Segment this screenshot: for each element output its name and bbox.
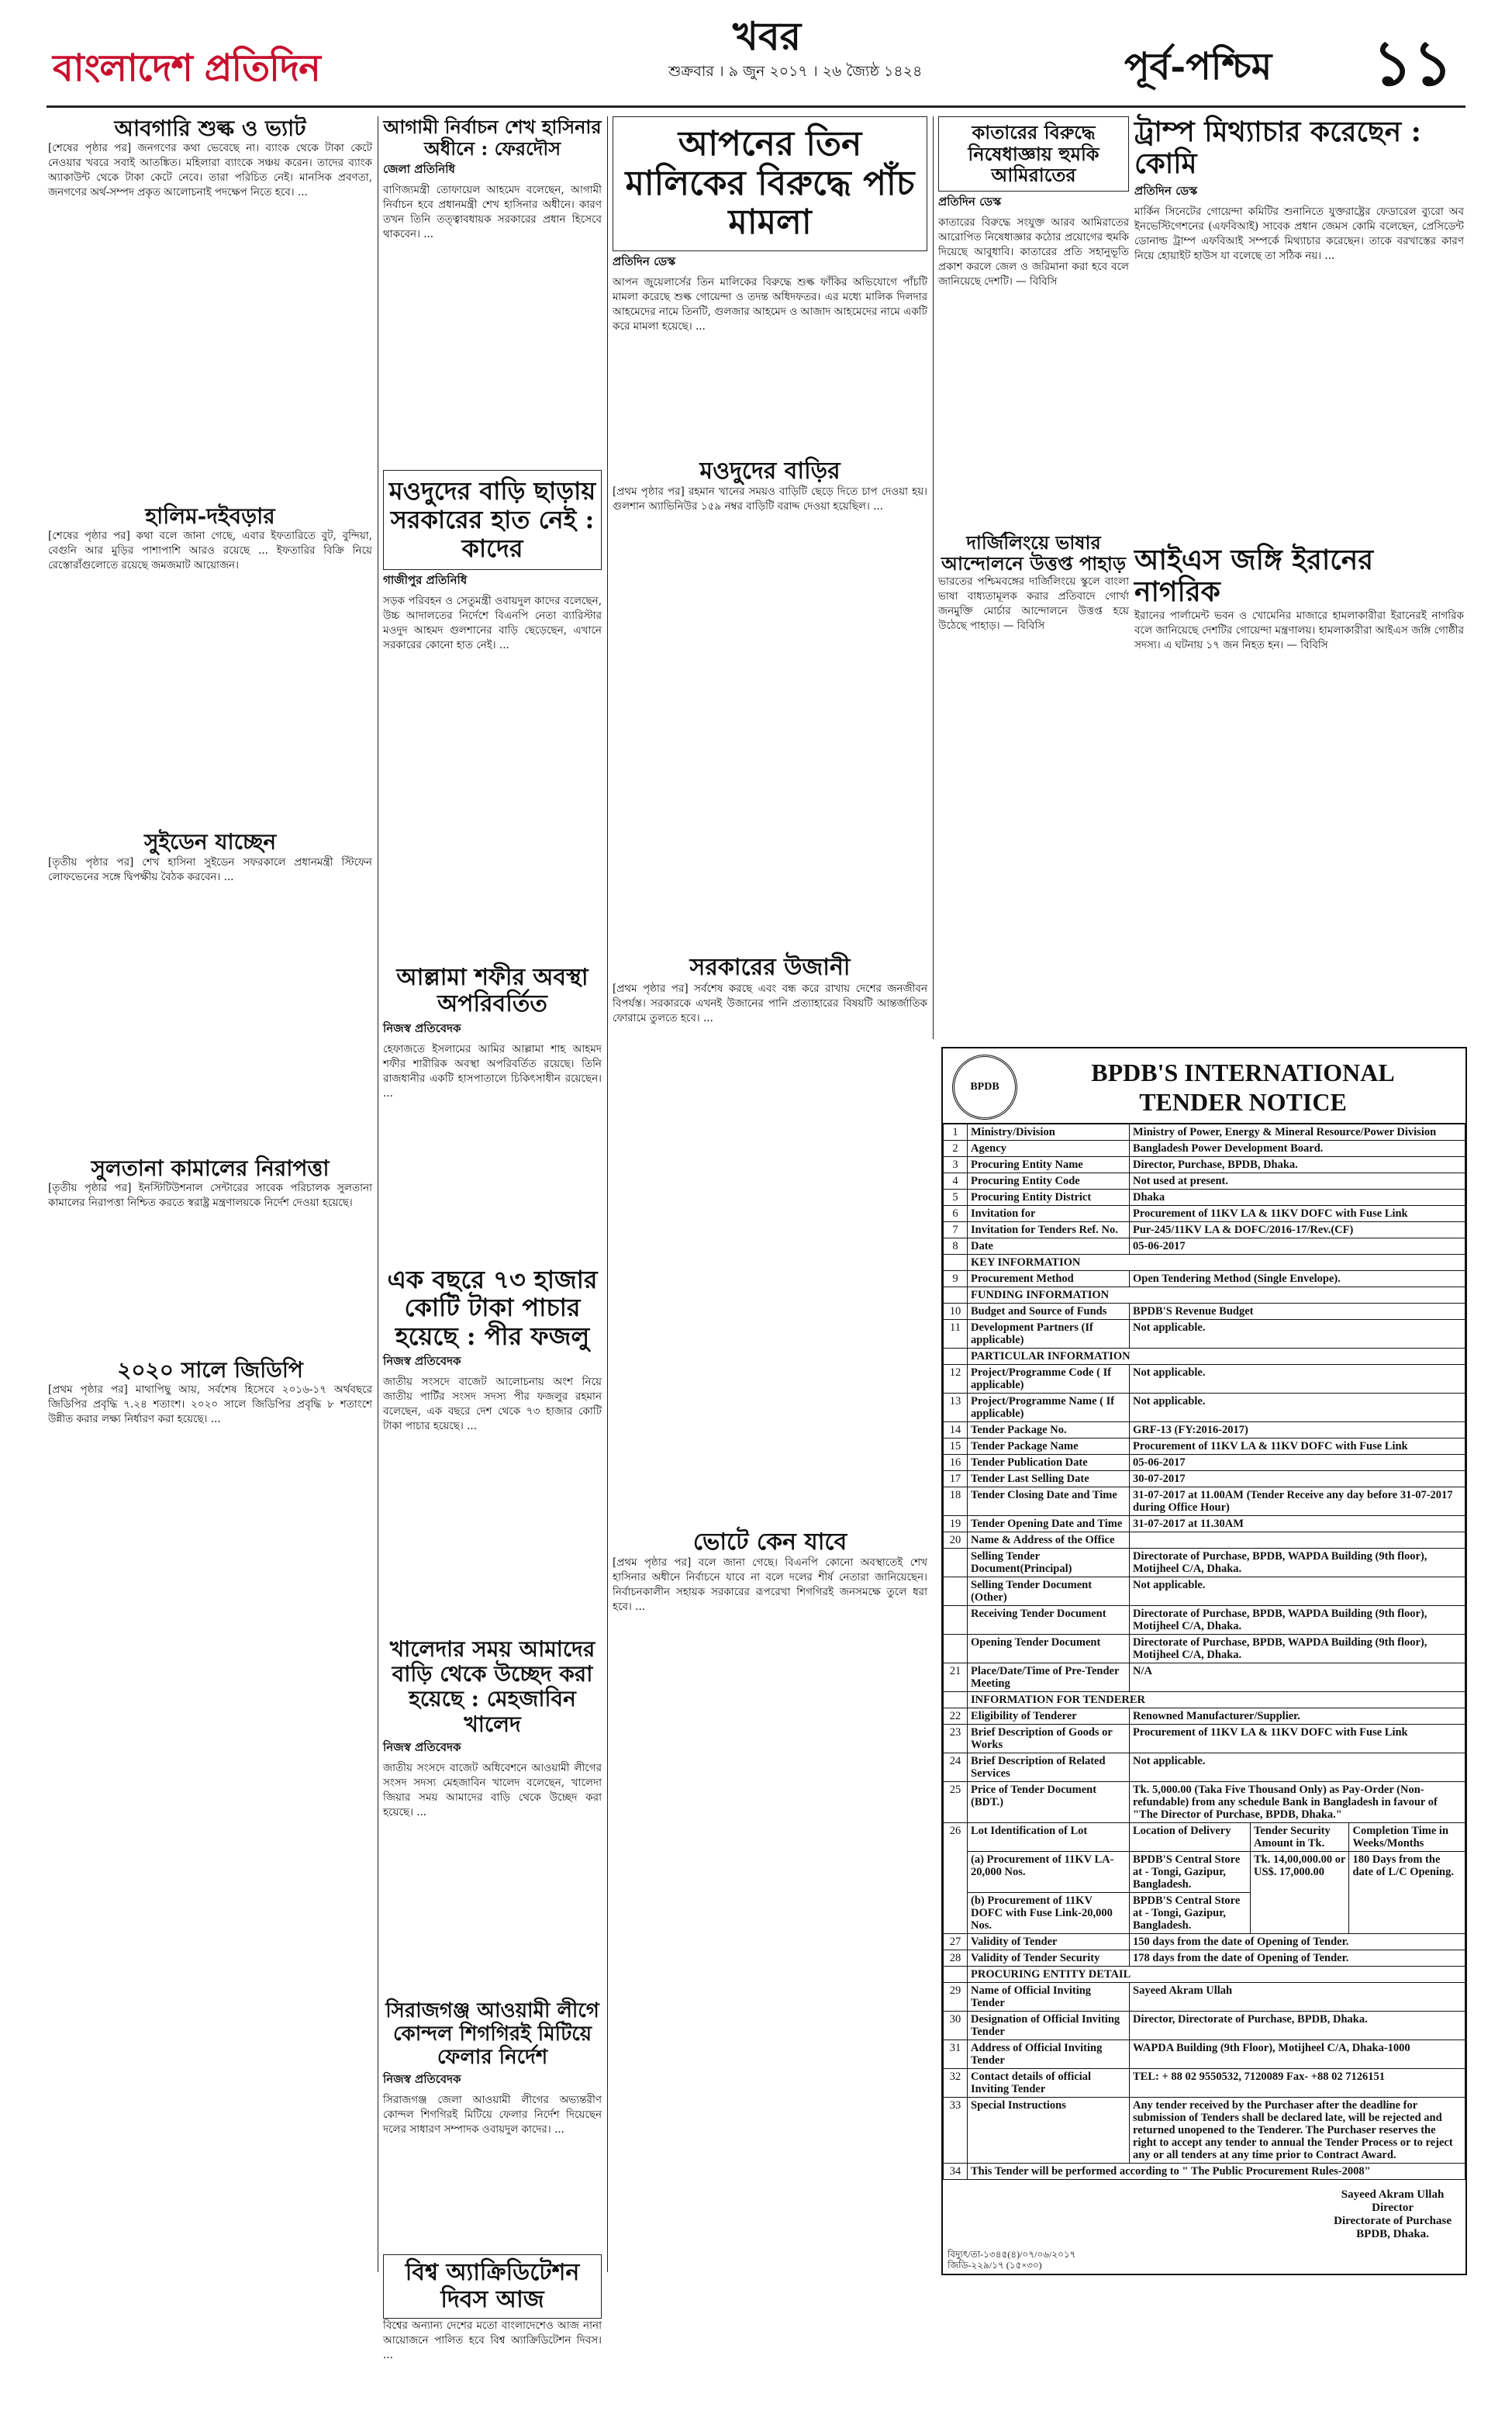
byline: প্রতিদিন ডেস্ক [938,194,1002,209]
tender-row-number [944,1692,968,1708]
article-body: [প্রথম পৃষ্ঠার পর] রহমান খানের সময়ও বাড়িটি ছেড়ে দিতে চাপ দেওয়া হয়। গুলশান অ্যাভিনিউর ১৫৯ নম্বর বাড়িটি বরাদ্দ দেওয়া হয়েছিল। ... [613,485,927,513]
tender-row [944,1157,1465,1173]
tender-row-value: N/A [1130,1663,1465,1692]
tender-row-label: Budget and Source of Funds [968,1304,1130,1320]
tender-row-number: 32 [944,2069,968,2098]
tender-row-label: Tender Opening Date and Time [968,1516,1130,1532]
tender-row-number [944,1577,968,1606]
tender-row [944,2069,1465,2098]
tender-row-label: Name & Address of the Office [968,1532,1130,1549]
tender-row [944,1287,1465,1304]
article-headline[interactable]: আইএস জঙ্গি ইরানের নাগরিক [1134,543,1374,609]
signatory-title: BPDB, Dhaka. [1356,2228,1429,2240]
tender-row-label: Place/Date/Time of Pre-Tender Meeting [968,1663,1130,1692]
tender-row-number: 11 [944,1320,968,1349]
tender-row [944,1365,1465,1394]
tender-row-number [944,1549,968,1577]
article-body: সড়ক পরিবহন ও সেতুমন্ত্রী ওবায়দুল কাদের বলেছেন, উচ্চ আদালতের নির্দেশে বিএনপি নেতা ব্যারিস্টার মওদুদ আহমদ গুলশানের বাড়ি ছেড়েছেন, এখানে সরকারের কোনো হাত নেই। ... [383,594,602,651]
article-body: ইরানের পার্লামেন্ট ভবন ও খোমেনির মাজারে হামলাকারীরা ইরানেরই নাগরিক বলে জানিয়েছে দেশটির গোয়েন্দা মন্ত্রণালয়। হামলাকারীরা আইএস জঙ্গি গোষ্ঠীর সদস্য। এ ঘটনায় ১৭ জন নিহত হন। — বিবিসি [1134,609,1464,651]
tender-row-number: 4 [944,1173,968,1190]
tender-row-value: This Tender will be performed according to " The Public Procurement Rules-2008" [968,2164,1465,2180]
article-body: [শেষের পৃষ্ঠার পর] কথা বলে জানা গেছে, এবার ইফতারিতে বুট, বুন্দিয়া, বেগুনি আর মুড়ির পাশাপাশি আরও রয়েছে ... ইফতারির বিক্রি নিয়ে রেস্তোরাঁগুলোতে রয়েছে জমজমাট আয়োজন। [48,530,372,572]
tender-row [944,1950,1465,1967]
article-headline[interactable]: এক বছরে ৭৩ হাজার কোটি টাকা পাচার হয়েছে : পীর ফজলু [387,1264,598,1352]
tender-row [944,1222,1465,1238]
tender-row [944,1532,1465,1549]
tender-row-label: Validity of Tender [968,1934,1130,1950]
tender-row [944,1708,1465,1725]
tender-row-value: Renowned Manufacturer/Supplier. [1130,1708,1465,1725]
tender-row [944,1124,1465,1141]
tender-row-label: Tender Last Selling Date [968,1471,1130,1487]
tender-row [944,1967,1465,1983]
tender-row-number: 14 [944,1422,968,1439]
tender-row [944,1173,1465,1190]
article-headline[interactable]: আবগারি শুল্ক ও ভ্যাট [114,116,306,141]
tender-row-value: Directorate of Purchase, BPDB, WAPDA Building (9th floor), Motijheel C/A, Dhaka. [1130,1635,1465,1663]
tender-row-value: Procurement of 11KV LA & 11KV DOFC with Fuse Link [1130,1206,1465,1222]
article-body: [তৃতীয় পৃষ্ঠার পর] শেখ হাসিনা সুইডেন সফরকালে প্রধানমন্ত্রী স্টিফেন লোফভেনের সঙ্গে দ্বিপক্ষীয় বৈঠক করবেন। ... [48,855,372,883]
section-label: খবর [733,13,802,59]
tender-row-number [944,1635,968,1663]
tender-table [943,1124,1465,2180]
tender-row-value: 178 days from the date of Opening of Tender. [1130,1950,1465,1967]
tender-row-label: Tender Closing Date and Time [968,1487,1130,1516]
tender-row [944,1692,1465,1708]
tender-row-number: 29 [944,1983,968,2012]
tender-row [944,1577,1465,1606]
tender-row-value: Procurement of 11KV LA & 11KV DOFC with Fuse Link [1130,1439,1465,1455]
tender-row-value: Not applicable. [1130,1394,1465,1422]
tender-row-value: Dhaka [1130,1190,1465,1206]
tender-row [944,1549,1465,1577]
tender-row-value [1130,1532,1465,1549]
lot-header-cell: Completion Time in Weeks/Months [1349,1823,1465,1852]
article-body: ভারতের পশ্চিমবঙ্গের দার্জিলিংয়ে স্কুলে বাংলা ভাষা বাধ্যতামূলক করার প্রতিবাদে গোর্খা জনমুক্তি মোর্চার আন্দোলনে উত্তপ্ত হয়ে উঠেছে পাহাড়। — বিবিসি [938,575,1129,632]
tender-row-label: Invitation for Tenders Ref. No. [968,1222,1130,1238]
tender-row-number: 8 [944,1238,968,1255]
tender-row-value: TEL: + 88 02 9550532, 7120089 Fax- +88 02 7126151 [1130,2069,1465,2098]
tender-row-number [944,1255,968,1271]
tender-section-heading: INFORMATION FOR TENDERER [968,1692,1465,1708]
tender-row-label: Tender Package Name [968,1439,1130,1455]
tender-row-value: Tk. 5,000.00 (Taka Five Thousand Only) as Pay-Order (Non-refundable) from any schedule Bank in Bangladesh in favour of "The Director of Purchase, BPDB, Dhaka." [1130,1782,1465,1823]
tender-section-heading: PROCURING ENTITY DETAIL [968,1967,1465,1983]
tender-row-number: 15 [944,1439,968,1455]
tender-row-value: Director, Directorate of Purchase, BPDB, Dhaka. [1130,2012,1465,2040]
tender-row [944,2164,1465,2180]
article-headline[interactable]: আগামী নির্বাচন শেখ হাসিনার অধীনে : ফেরদৌস [383,116,602,160]
tender-notice-ad [941,1047,1467,2275]
lot-header-cell: Tender Security Amount in Tk. [1251,1823,1349,1852]
tender-row-value: WAPDA Building (9th Floor), Motijheel C/A, Dhaka-1000 [1130,2040,1465,2069]
tender-row-value: Bangladesh Power Development Board. [1130,1141,1465,1157]
tender-row [944,1190,1465,1206]
issue-date: শুক্রবার । ৯ জুন ২০১৭ । ২৬ জ্যৈষ্ঠ ১৪২৪ [668,63,923,80]
byline: গাজীপুর প্রতিনিধি [383,572,468,587]
tender-row [944,1635,1465,1663]
article-body: [প্রথম পৃষ্ঠার পর] বলে জানা গেছে। বিএনপি কোনো অবস্থাতেই শেখ হাসিনার অধীনে নির্বাচনে যাবে না বলে দলের শীর্ষ নেতারা জানিয়েছেন। নির্বাচনকালীন সহায়ক সরকারের রূপরেখা শিগগিরই জনসমক্ষে তুলে ধরা হবে। ... [613,1556,927,1614]
column-1 [48,116,372,2272]
tender-row-label: Tender Publication Date [968,1455,1130,1471]
tender-row [944,1439,1465,1455]
tender-row-label: Procurement Method [968,1271,1130,1287]
article-headline[interactable]: ট্রাম্প মিথ্যাচার করেছেন : কোমি [1134,116,1421,181]
byline: জেলা প্রতিনিধি [383,162,455,177]
tender-row-number: 20 [944,1532,968,1549]
signatory-name: Sayeed Akram Ullah [1341,2188,1445,2201]
tender-row-number: 5 [944,1190,968,1206]
tender-row-value: Pur-245/11KV LA & DOFC/2016-17/Rev.(CF) [1130,1222,1465,1238]
lot-delivery-location: BPDB'S Central Store at - Tongi, Gazipur, Bangladesh. [1130,1893,1251,1934]
tender-row [944,1141,1465,1157]
tender-row-value: Procurement of 11KV LA & 11KV DOFC with Fuse Link [1130,1725,1465,1753]
article-body: [শেষের পৃষ্ঠার পর] জনগণের কথা ভেবেছে না। ব্যাংক থেকে টাকা কেটে নেওয়ার খবরে সবাই আতঙ্কিত। মহিলারা ব্যাংকে সঞ্চয় করেন। তাদের ব্যাংক অ্যাকাউন্ট থেকে টাকা কেটে নেবে। তারা পরিচিত নেই। মানসিক প্রবণতা, জনগণের অর্থ-সম্পদ প্রকৃত আলোচনাই পদক্ষেপ নিতে হবে। ... [48,142,372,199]
tender-row-value: Open Tendering Method (Single Envelope). [1130,1271,1465,1287]
tender-row-value: Directorate of Purchase, BPDB, WAPDA Building (9th floor), Motijheel C/A, Dhaka. [1130,1549,1465,1577]
tender-row-label: Procuring Entity District [968,1190,1130,1206]
tender-row-label: Ministry/Division [968,1124,1130,1141]
tender-row-label: Contact details of official Inviting Tender [968,2069,1130,2098]
tender-row-number [944,1967,968,1983]
lot-header-row [944,1823,1465,1852]
lot-header-cell: Lot Identification of Lot [968,1823,1130,1852]
article-headline[interactable]: ভোটে কেন যাবে [692,1528,847,1556]
byline: নিজস্ব প্রতিবেদক [383,2072,461,2087]
masthead-rule [47,105,1465,108]
tender-row [944,1606,1465,1635]
tender-row-value: BPDB'S Revenue Budget [1130,1304,1465,1320]
tender-row-label: Agency [968,1141,1130,1157]
tender-row-number: 13 [944,1394,968,1422]
lot-delivery-location: BPDB'S Central Store at - Tongi, Gazipur, Bangladesh. [1130,1852,1251,1893]
tender-row [944,1255,1465,1271]
column-3 [613,116,927,2272]
tender-row-label: Brief Description of Goods or Works [968,1725,1130,1753]
page-number: ১১ [1372,26,1453,99]
tender-row-number: 26 [944,1823,968,1934]
tender-row-number: 18 [944,1487,968,1516]
tender-row [944,1934,1465,1950]
tender-row-number: 9 [944,1271,968,1287]
article-headline[interactable]: বিশ্ব অ্যাক্রিডিটেশন দিবস আজ [383,2254,602,2319]
byline: নিজস্ব প্রতিবেদক [383,1739,461,1754]
article-body: বিশ্বের অন্যান্য দেশের মতো বাংলাদেশেও আজ নানা আয়োজনে পালিত হবে বিশ্ব অ্যাক্রিডিটেশন দিবস। ... [383,2319,602,2362]
tender-row [944,1983,1465,2012]
tender-row [944,1455,1465,1471]
tender-row-label: Price of Tender Document (BDT.) [968,1782,1130,1823]
tender-row [944,1782,1465,1823]
tender-row-value: 05-06-2017 [1130,1455,1465,1471]
tender-row [944,2040,1465,2069]
signatory-title: Director [1372,2202,1414,2214]
tender-row-label: Selling Tender Document (Other) [968,1577,1130,1606]
tender-row-number: 27 [944,1934,968,1950]
article-body: [প্রথম পৃষ্ঠার পর] মাথাপিছু আয়, সর্বশেষ হিসেবে ২০১৬-১৭ অর্থবছরে জিডিপির প্রবৃদ্ধি ৭.২৪ শতাংশ। ২০২০ সালে জিডিপির প্রবৃদ্ধি ৮ শতাংশে উন্নীত করার লক্ষ্য নির্ধারণ করা হয়েছে। ... [48,1383,372,1425]
article-body: আপন জুয়েলার্সের তিন মালিকের বিরুদ্ধে শুল্ক ফাঁকির অভিযোগে পাঁচটি মামলা করেছে শুল্ক গোয়েন্দা ও তদন্ত অধিদফতর। এর মধ্যে মালিক দিলদার আহমেদের নামে তিনটি, গুলজার আহমেদ ও আজাদ আহমেদের নামে একটি করে মামলা হয়েছে। ... [613,275,927,333]
tender-row-number [944,1606,968,1635]
tender-row [944,2012,1465,2040]
tender-row-label: Address of Official Inviting Tender [968,2040,1130,2069]
article-headline[interactable]: কাতারের বিরুদ্ধে নিষেধাজ্ঞায় হুমকি আমিরাতের [938,116,1129,192]
article-headline[interactable]: দার্জিলিংয়ে ভাষার আন্দোলনে উত্তপ্ত পাহাড় [941,530,1126,575]
tender-row-label: Receiving Tender Document [968,1606,1130,1635]
lot-identification: (a) Procurement of 11KV LA-20,000 Nos. [968,1852,1130,1893]
column-divider [607,116,608,2272]
tender-row-value: Not applicable. [1130,1577,1465,1606]
ad-reference: জিডি-২২৯/১৭ (১৫×৩০) [948,2260,1042,2271]
tender-row [944,2098,1465,2164]
tender-row [944,1663,1465,1692]
byline: নিজস্ব প্রতিবেদক [383,1353,461,1368]
tender-row [944,1238,1465,1255]
tender-row-value: 30-07-2017 [1130,1471,1465,1487]
lot-completion-time: 180 Days from the date of L/C Opening. [1349,1852,1465,1934]
tender-row-label: Selling Tender Document(Principal) [968,1549,1130,1577]
tender-row-number: 28 [944,1950,968,1967]
tender-row-label: Name of Official Inviting Tender [968,1983,1130,2012]
column-divider [933,116,934,1039]
tender-row-number: 10 [944,1304,968,1320]
lot-row [944,1852,1465,1893]
tender-row-value: Not applicable. [1130,1365,1465,1394]
tender-row-value: 150 days from the date of Opening of Tender. [1130,1934,1465,1950]
tender-row-number: 30 [944,2012,968,2040]
tender-row-number: 22 [944,1708,968,1725]
tender-section-heading: FUNDING INFORMATION [968,1287,1465,1304]
tender-row-number: 16 [944,1455,968,1471]
tender-row-number: 12 [944,1365,968,1394]
tender-row-value: 05-06-2017 [1130,1238,1465,1255]
article-headline[interactable]: মওদুদের বাড়ি ছাড়ায় সরকারের হাত নেই : কাদের [383,470,602,569]
column-2 [383,116,602,2362]
tender-row-value: Sayeed Akram Ullah [1130,1983,1465,2012]
tender-row [944,1349,1465,1365]
tender-row-value: 31-07-2017 at 11.30AM [1130,1516,1465,1532]
tender-row-number [944,1287,968,1304]
tender-row-label: Validity of Tender Security [968,1950,1130,1967]
tender-row-value: Not applicable. [1130,1753,1465,1782]
article-headline[interactable]: মওদুদের বাড়ির [699,457,841,485]
article-headline[interactable]: হালিম-দইবড়ার [145,503,275,530]
article-body: হেফাজতে ইসলামের আমির আল্লামা শাহ আহমদ শফীর শারীরিক অবস্থা অপরিবর্তিত রয়েছে। তিনি রাজধানীর একটি হাসপাতালে চিকিৎসাধীন রয়েছেন। ... [383,1042,602,1100]
tender-row-value: Director, Purchase, BPDB, Dhaka. [1130,1157,1465,1173]
article-headline[interactable]: ২০২০ সালে জিডিপি [117,1356,303,1383]
tender-row-number: 21 [944,1663,968,1692]
tender-row [944,1271,1465,1287]
tender-row [944,1422,1465,1439]
article-headline[interactable]: সিরাজগঞ্জ আওয়ামী লীগে কোন্দল শিগগিরই মিটিয়ে ফেলার নির্দেশ [385,1998,599,2069]
column-5 [1134,116,1464,1035]
lot-security-amount: Tk. 14,00,000.00 or US$. 17,000.00 [1251,1852,1349,1934]
article-headline[interactable]: খালেদার সময় আমাদের বাড়ি থেকে উচ্ছেদ করা হয়েছে : মেহজাবিন খালেদ [389,1635,595,1737]
tender-section-heading: KEY INFORMATION [968,1255,1465,1271]
article-headline[interactable]: সুলতানা কামালের নিরাপত্তা [91,1155,330,1181]
article-body: বাণিজ্যমন্ত্রী তোফায়েল আহমেদ বলেছেন, আগামী নির্বাচন হবে প্রধানমন্ত্রী শেখ হাসিনার অধীনে। কারণ তখন তিনি তত্ত্বাবধায়ক সরকারের প্রধান হিসেবে থাকবেন। ... [383,184,602,241]
tender-row [944,1320,1465,1349]
tender-row-label: Procuring Entity Code [968,1173,1130,1190]
tender-row-number: 31 [944,2040,968,2069]
lot-header-cell: Location of Delivery [1130,1823,1251,1852]
tender-row [944,1753,1465,1782]
tender-row [944,1304,1465,1320]
tender-row-number: 33 [944,2098,968,2164]
article-headline[interactable]: সরকারের উজানী [689,954,851,982]
article-headline[interactable]: আল্লামা শফীর অবস্থা অপরিবর্তিত [396,963,589,1018]
tender-row-label: Project/Programme Code ( If applicable) [968,1365,1130,1394]
bpdb-logo: BPDB [952,1055,1017,1120]
tender-row-number: 7 [944,1222,968,1238]
tender-row-value: GRF-13 (FY:2016-2017) [1130,1422,1465,1439]
tender-row [944,1471,1465,1487]
tender-row-value: Any tender received by the Purchaser after the deadline for submission of Tenders shall be declared late, will be rejected and returned unopened to the Tenderer. The Purchaser reserves the right to accept any tender to annual the Tender Process or to reject any or all tenders at any time prior to Contract Award. [1130,2098,1465,2164]
tender-row-label: Brief Description of Related Services [968,1753,1130,1782]
article-body: কাতারের বিরুদ্ধে সংযুক্ত আরব আমিরাতের আরোপিত নিষেধাজ্ঞার কঠোর প্রয়োগের হুমকি দিয়েছে আবুধাবি। কাতারের প্রতি সহানুভূতি প্রকাশ করলে জেল ও জরিমানা করা হবে বলে জানিয়েছে দেশটি। — বিবিসি [938,216,1129,288]
tender-row-number: 1 [944,1124,968,1141]
tender-row [944,1487,1465,1516]
tender-row-label: Designation of Official Inviting Tender [968,2012,1130,2040]
tender-row-value: Not applicable. [1130,1320,1465,1349]
tender-row-number: 24 [944,1753,968,1782]
article-body: [তৃতীয় পৃষ্ঠার পর] ইনস্টিটিউশনাল সেন্টারের সাবেক পরিচালক সুলতানা কামালের নিরাপত্তা নিশ্চিত করতে স্বরাষ্ট্র মন্ত্রণালয়কে নির্দেশ দেওয়া হয়েছে। [48,1181,372,1209]
tender-row-label: Tender Package No. [968,1422,1130,1439]
tender-row-label: Eligibility of Tenderer [968,1708,1130,1725]
signatory-title: Directorate of Purchase [1334,2215,1452,2227]
tender-row-number: 17 [944,1471,968,1487]
section-name: পূর্ব-পশ্চিম [1124,45,1272,88]
byline: প্রতিদিন ডেস্ক [1134,183,1198,198]
tender-row [944,1206,1465,1222]
tender-row-label: Special Instructions [968,2098,1130,2164]
tender-subtitle: TENDER NOTICE [1139,1088,1347,1116]
tender-row-number [944,1349,968,1365]
tender-row-label: Opening Tender Document [968,1635,1130,1663]
tender-row-number: 23 [944,1725,968,1753]
tender-row [944,1516,1465,1532]
byline: প্রতিদিন ডেস্ক [613,254,676,268]
tender-row [944,1394,1465,1422]
tender-row-label: Development Partners (If applicable) [968,1320,1130,1349]
tender-row-value: Directorate of Purchase, BPDB, WAPDA Building (9th floor), Motijheel C/A, Dhaka. [1130,1606,1465,1635]
tender-row [944,1725,1465,1753]
tender-row-value: 31-07-2017 at 11.00AM (Tender Receive any day before 31-07-2017 during Office Hour) [1130,1487,1465,1516]
tender-row-number: 2 [944,1141,968,1157]
tender-row-number: 3 [944,1157,968,1173]
tender-row-label: Invitation for [968,1206,1130,1222]
byline: নিজস্ব প্রতিবেদক [383,1021,461,1035]
article-body: [প্রথম পৃষ্ঠার পর] সর্বশেষ করছে এবং বন্ধ করে রাখায় দেশের জনজীবন বিপর্যস্ত। সরকারকে এখনই উজানের পানি প্রত্যাহারের বিষয়টি আন্তর্জাতিক ফোরামে তুলতে হবে। ... [613,982,927,1024]
tender-section-heading: PARTICULAR INFORMATION [968,1349,1465,1365]
tender-title: BPDB'S INTERNATIONAL [1091,1059,1395,1086]
article-body: মার্কিন সিনেটের গোয়েন্দা কমিটির শুনানিতে যুক্তরাষ্ট্রের ফেডারেল ব্যুরো অব ইনভেস্টিগেশনের (এফবিআই) সাবেক প্রধান জেমস কোমি বলেছেন, প্রেসিডেন্ট ডোনাল্ড ট্রাম্প এফবিআই সম্পর্কে মিথ্যাচার করেছেন। তাকে বরখাস্তের কারণ নিয়ে হোয়াইট হাউস যা বলেছে তা সঠিক নয়। ... [1134,205,1464,262]
tender-row-label: Project/Programme Name ( If applicable) [968,1394,1130,1422]
ad-reference: বিদ্যুৎ/তা-১৩৪৫(৪)/০৭/০৬/২০১৭ [948,2249,1076,2260]
article-body: জাতীয় সংসদে বাজেট অধিবেশনে আওয়ামী লীগের সংসদ সদস্য মেহজাবিন খালেদ বলেছেন, খালেদা জিয়ার সময় আমাদের বাড়ি থেকে উচ্ছেদ করা হয়েছে। ... [383,1761,602,1818]
tender-row-number: 25 [944,1782,968,1823]
tender-row-label: Procuring Entity Name [968,1157,1130,1173]
tender-row-value: Not used at present. [1130,1173,1465,1190]
article-body: জাতীয় সংসদে বাজেট আলোচনায় অংশ নিয়ে জাতীয় পার্টির সংসদ সদস্য পীর ফজলুর রহমান বলেছেন, এক বছরে দেশ থেকে ৭৩ হাজার কোটি টাকা পাচার হয়েছে। ... [383,1375,602,1432]
tender-row-label: Date [968,1238,1130,1255]
article-headline[interactable]: সুইডেন যাচ্ছেন [143,829,277,855]
article-body: সিরাজগঞ্জ জেলা আওয়ামী লীগের অভ্যন্তরীণ কোন্দল শিগগিরই মিটিয়ে ফেলার নির্দেশ দিয়েছেন দলের সাধারণ সম্পাদক ওবায়দুল কাদের। ... [383,2094,602,2136]
tender-row-number: 6 [944,1206,968,1222]
lot-identification: (b) Procurement of 11KV DOFC with Fuse Link-20,000 Nos. [968,1893,1130,1934]
column-4 [938,116,1129,1035]
tender-row-value: Ministry of Power, Energy & Mineral Resource/Power Division [1130,1124,1465,1141]
tender-row-number: 19 [944,1516,968,1532]
tender-row-number: 34 [944,2164,968,2180]
masthead-logo[interactable]: বাংলাদেশ প্রতিদিন [53,47,320,90]
article-headline[interactable]: আপনের তিন মালিকের বিরুদ্ধে পাঁচ মামলা [613,116,927,251]
